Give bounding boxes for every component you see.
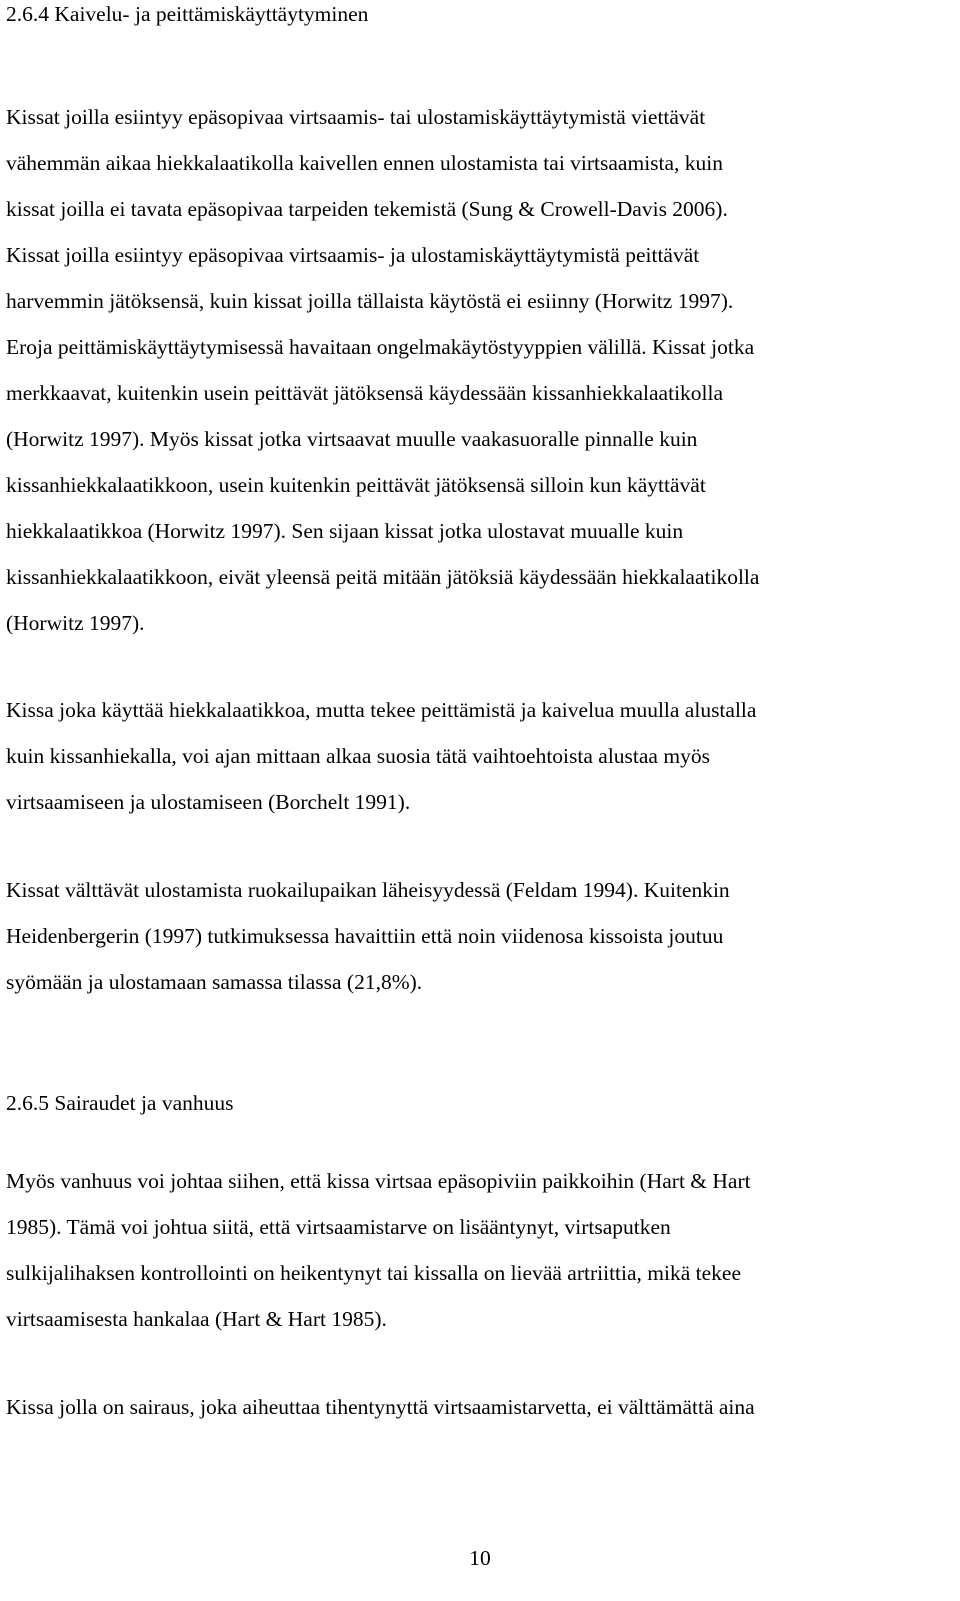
- paragraph-line: Myös vanhuus voi johtaa siihen, että kissa virtsaa epäsopiviin paikkoihin (Hart & Hart: [6, 1169, 751, 1193]
- paragraph-line: merkkaavat, kuitenkin usein peittävät jätöksensä käydessään kissanhiekkalaatikolla: [6, 381, 724, 405]
- paragraph-line: harvemmin jätöksensä, kuin kissat joilla tällaista käytöstä ei esiinny (Horwitz 1997).: [6, 289, 734, 313]
- paragraph-line: kissanhiekkalaatikkoon, usein kuitenkin peittävät jätöksensä silloin kun käyttävät: [6, 473, 706, 497]
- section-heading-2-6-4: 2.6.4 Kaivelu- ja peittämiskäyttäytyminen: [6, 2, 369, 26]
- paragraph-line: sulkijalihaksen kontrollointi on heikentynyt tai kissalla on lievää artriittia, mikä tekee: [6, 1261, 741, 1285]
- paragraph-line: kissat joilla ei tavata epäsopivaa tarpeiden tekemistä (Sung & Crowell-Davis 2006).: [6, 197, 728, 221]
- section-heading-2-6-5: 2.6.5 Sairaudet ja vanhuus: [6, 1091, 234, 1115]
- paragraph-line: syömään ja ulostamaan samassa tilassa (21,8%).: [6, 970, 423, 994]
- paragraph-line: virtsaamisesta hankalaa (Hart & Hart 1985).: [6, 1307, 387, 1331]
- paragraph-line: 1985). Tämä voi johtua siitä, että virtsaamistarve on lisääntynyt, virtsaputken: [6, 1215, 671, 1239]
- paragraph-line: (Horwitz 1997). Myös kissat jotka virtsaavat muulle vaakasuoralle pinnalle kuin: [6, 427, 698, 451]
- paragraph-line: kissanhiekkalaatikkoon, eivät yleensä peitä mitään jätöksiä käydessään hiekkalaatikolla: [6, 565, 760, 589]
- paragraph-line: virtsaamiseen ja ulostamiseen (Borchelt 1991).: [6, 790, 411, 814]
- paragraph-line: Kissat välttävät ulostamista ruokailupaikan läheisyydessä (Feldam 1994). Kuitenkin: [6, 878, 730, 902]
- paragraph-line: Kissat joilla esiintyy epäsopivaa virtsaamis- tai ulostamiskäyttäytymistä viettävät: [6, 105, 706, 129]
- paragraph-line: Kissat joilla esiintyy epäsopivaa virtsaamis- ja ulostamiskäyttäytymistä peittävät: [6, 243, 700, 267]
- paragraph-line: Heidenbergerin (1997) tutkimuksessa havaittiin että noin viidenosa kissoista joutuu: [6, 924, 724, 948]
- paragraph-line: kuin kissanhiekalla, voi ajan mittaan alkaa suosia tätä vaihtoehtoista alustaa myös: [6, 744, 710, 768]
- paragraph-line: (Horwitz 1997).: [6, 611, 145, 635]
- paragraph-line: Kissa joka käyttää hiekkalaatikkoa, mutta tekee peittämistä ja kaivelua muulla alustalla: [6, 698, 757, 722]
- page-number: 10: [469, 1546, 491, 1570]
- paragraph-line: hiekkalaatikkoa (Horwitz 1997). Sen sijaan kissat jotka ulostavat muualle kuin: [6, 519, 684, 543]
- paragraph-line: Eroja peittämiskäyttäytymisessä havaitaan ongelmakäytöstyyppien välillä. Kissat jotka: [6, 335, 755, 359]
- paragraph-line: vähemmän aikaa hiekkalaatikolla kaivellen ennen ulostamista tai virtsaamista, kuin: [6, 151, 724, 175]
- paragraph-line: Kissa jolla on sairaus, joka aiheuttaa tihentynyttä virtsaamistarvetta, ei välttämättä aina: [6, 1395, 755, 1419]
